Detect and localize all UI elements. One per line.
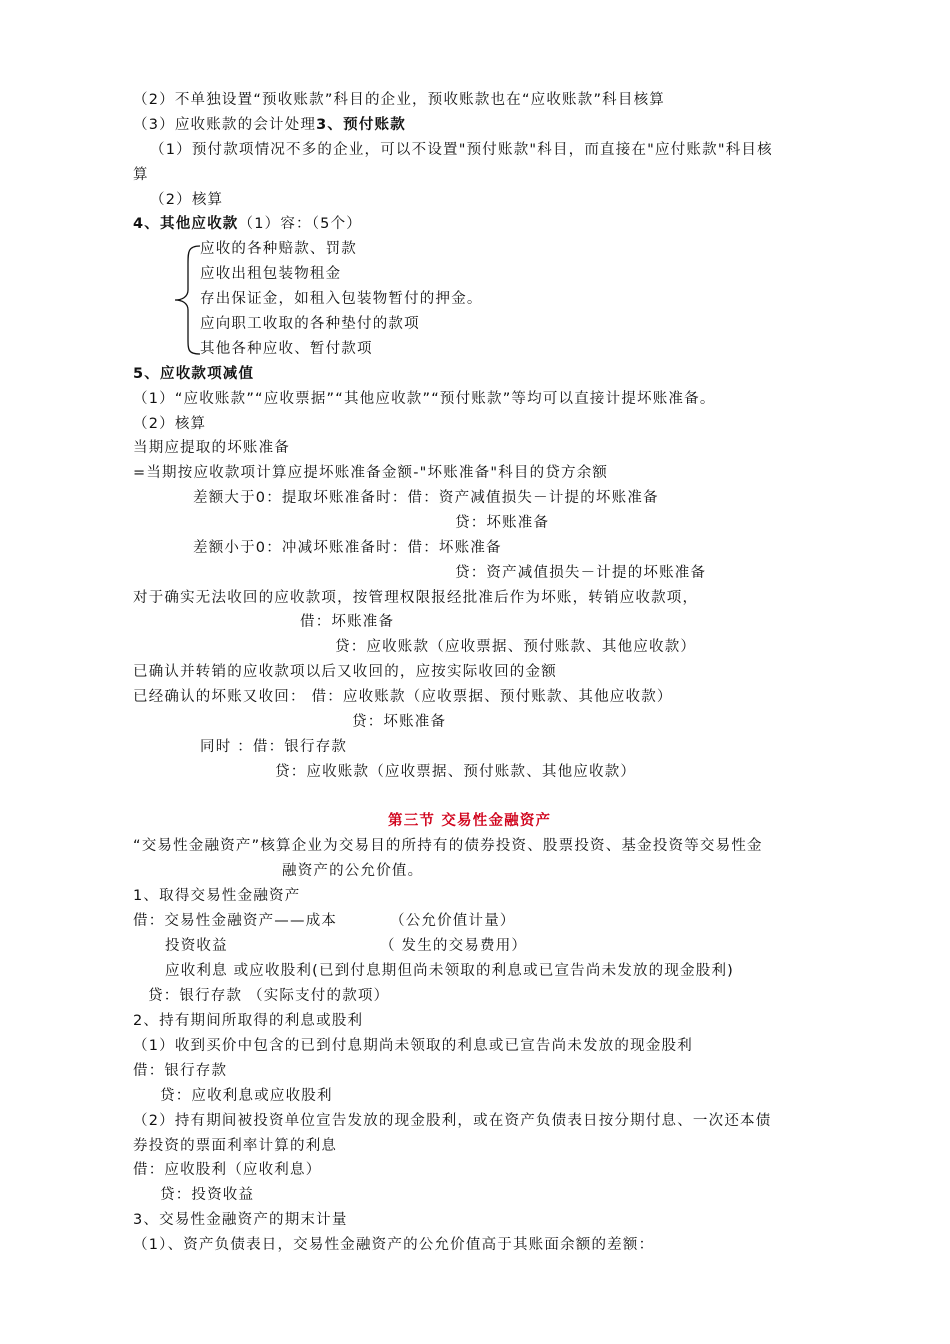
text-span: （3）应收账款的会计处理 <box>133 117 317 133</box>
text-span: （1）容：（5个） <box>238 216 363 232</box>
journal-entry: 投资收益 <box>165 938 228 954</box>
journal-entry: 差额小于0：冲减坏账准备时：借：坏账准备 <box>193 540 502 556</box>
subheading: 1、取得交易性金融资产 <box>133 888 301 904</box>
journal-entry: 贷：银行存款 （实际支付的款项） <box>148 988 390 1004</box>
text-line: （2）核算 <box>133 416 207 432</box>
subheading: 2、持有期间所取得的利息或股利 <box>133 1013 364 1029</box>
section-heading: 5、应收款项减值 <box>133 366 255 382</box>
note-text: （公允价值计量） <box>390 913 516 929</box>
text-line: =当期按应收款项计算应提坏账准备金额-"坏账准备"科目的贷方余额 <box>133 465 609 481</box>
list-item: 存出保证金，如租入包装物暂付的押金。 <box>200 291 483 307</box>
list-item: 应收出租包装物租金 <box>200 266 342 282</box>
text-line: 融资产的公允价值。 <box>282 863 424 879</box>
section-heading: 4、其他应收款 <box>133 216 239 232</box>
list-item: 应向职工收取的各种垫付的款项 <box>200 316 420 332</box>
text-line: 算 <box>133 167 149 183</box>
text-line: （1）“应收账款”“应收票据”“其他应收款”“预付账款”等均可以直接计提坏账准备。 <box>133 391 716 407</box>
journal-entry: 借：银行存款 <box>133 1063 228 1079</box>
text-line: 已确认并转销的应收款项以后又收回的，应按实际收回的金额 <box>133 664 557 680</box>
journal-entry: 借：交易性金融资产——成本 <box>133 913 338 929</box>
text-line: （1）预付款项情况不多的企业，可以不设置"预付账款"科目，而直接在"应付账款"科目核 <box>150 142 773 158</box>
journal-entry: 贷：坏账准备 <box>352 714 447 730</box>
text-line: （2）不单独设置“预收账款”科目的企业，预收账款也在“应收账款”科目核算 <box>133 92 665 108</box>
journal-entry: 借：应收股利（应收利息） <box>133 1162 322 1178</box>
journal-entry: 贷：应收账款（应收票据、预付账款、其他应收款） <box>275 764 637 780</box>
text-line: 当期应提取的坏账准备 <box>133 440 290 456</box>
journal-entry: 贷：资产减值损失－计提的坏账准备 <box>455 565 707 581</box>
list-item: 应收的各种赔款、罚款 <box>200 241 357 257</box>
journal-entry: 贷：投资收益 <box>160 1187 255 1203</box>
list-item: 其他各种应收、暂付款项 <box>200 341 373 357</box>
text-line <box>133 115 406 135</box>
text-line: （1）收到买价中包含的已到付息期尚未领取的利息或已宣告尚未发放的现金股利 <box>133 1038 693 1054</box>
journal-entry: 应收利息 或应收股利(已到付息期但尚未领取的利息或已宣告尚未发放的现金股利) <box>165 963 735 979</box>
text-line: 券投资的票面利率计算的利息 <box>133 1138 338 1154</box>
text-line: 对于确实无法收回的应收款项，按管理权限报经批准后作为坏账，转销应收款项， <box>133 590 699 606</box>
subheading: 3、交易性金融资产的期末计量 <box>133 1212 348 1228</box>
note-text: （ 发生的交易费用） <box>380 938 528 954</box>
text-line: （2）核算 <box>150 192 224 208</box>
text-line <box>133 214 362 234</box>
journal-entry: 贷：应收利息或应收股利 <box>160 1088 333 1104</box>
text-line: （1）、资产负债表日，交易性金融资产的公允价值高于其账面余额的差额： <box>133 1237 655 1253</box>
journal-entry: 同时 ：借：银行存款 <box>200 739 348 755</box>
journal-entry: 借：坏账准备 <box>300 614 395 630</box>
left-brace-icon <box>170 242 204 358</box>
text-line: （2）持有期间被投资单位宣告发放的现金股利，或在资产负债表日按分期付息、一次还本债 <box>133 1113 772 1129</box>
journal-entry: 已经确认的坏账又收回： 借：应收账款（应收票据、预付账款、其他应收款） <box>133 689 673 705</box>
journal-entry: 差额大于0：提取坏账准备时：借：资产减值损失－计提的坏账准备 <box>193 490 659 506</box>
section-title: 第三节 交易性金融资产 <box>388 813 552 829</box>
journal-entry: 贷：应收账款（应收票据、预付账款、其他应收款） <box>335 639 697 655</box>
journal-entry: 贷：坏账准备 <box>455 515 550 531</box>
text-line: “交易性金融资产”核算企业为交易目的所持有的债券投资、股票投资、基金投资等交易性金 <box>133 838 763 854</box>
section-heading: 3、预付账款 <box>316 117 406 133</box>
